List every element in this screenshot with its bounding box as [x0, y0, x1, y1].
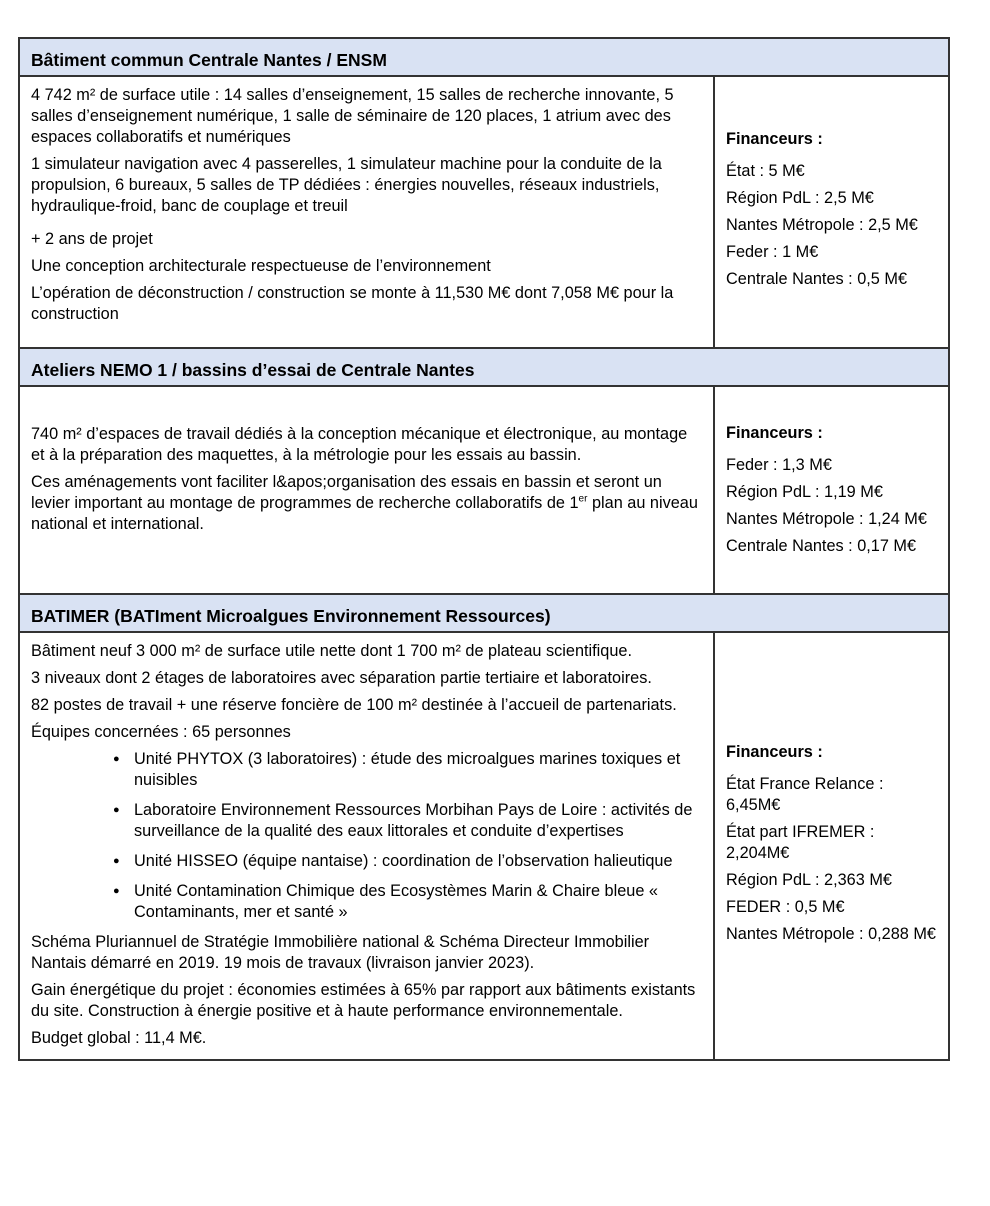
funders-title: Financeurs : — [726, 424, 823, 442]
list-item: ● Unité HISSEO (équipe nantaise) : coordination de l’observation halieutique — [134, 851, 703, 872]
section-body — [19, 76, 949, 348]
funder-item: État : 5 M€ — [726, 161, 805, 180]
description-paragraph: L’opération de déconstruction / construction se monte à 11,530 M€ dont 7,058 M€ pour la construction — [31, 284, 674, 323]
section-body — [19, 632, 949, 1060]
funder-item: Région PdL : 1,19 M€ — [726, 483, 883, 501]
description-paragraph: Une conception architecturale respectueuse de l’environnement — [31, 257, 491, 275]
description-paragraph: 1 simulateur navigation avec 4 passerelles, 1 simulateur machine pour la conduite de la propulsion, 6 bureaux, 5 salles de TP dédiées : énergies nouvelles, réseaux industriels, hydraulique-froid, banc de couplage et treuil — [31, 155, 662, 215]
description-paragraph: 4 742 m² de surface utile : 14 salles d’enseignement, 15 salles de recherche innovante, 5 salles d’enseignement numérique, 1 salle de séminaire de 120 places, 1 atrium avec des espaces collaboratifs et numériques — [31, 86, 674, 146]
funders-title: Financeurs : — [726, 742, 823, 761]
funder-item: Région PdL : 2,5 M€ — [726, 188, 874, 207]
section-title: Bâtiment commun Centrale Nantes / ENSM — [19, 38, 949, 76]
list-item: ● Unité PHYTOX (3 laboratoires) : étude des microalgues marines toxiques et nuisibles — [134, 749, 703, 791]
teams-list — [31, 749, 703, 923]
description-cell — [19, 632, 714, 1060]
funder-item: Région PdL : 2,363 M€ — [726, 870, 892, 889]
description-paragraph: Ces aménagements vont faciliter l&apos;organisation des essais en bassin et seront un levier important au montage de programmes de recherche collaboratifs de 1er plan au niveau national et international. — [31, 472, 698, 533]
funders-cell — [714, 632, 949, 1060]
funders-title: Financeurs : — [726, 129, 823, 148]
section-header — [19, 348, 949, 386]
funders-cell — [714, 76, 949, 348]
description-paragraph: + 2 ans de projet — [31, 230, 153, 248]
funder-item: Nantes Métropole : 2,5 M€ — [726, 215, 918, 234]
description-paragraph: 740 m² d’espaces de travail dédiés à la conception mécanique et électronique, au montage et à la préparation des maquettes, à la métrologie pour les essais au bassin. — [31, 424, 688, 464]
description-paragraph: 3 niveaux dont 2 étages de laboratoires avec séparation partie tertiaire et laboratoires. — [31, 669, 652, 687]
funder-item: FEDER : 0,5 M€ — [726, 897, 845, 916]
funder-item: Nantes Métropole : 1,24 M€ — [726, 510, 927, 528]
section-header — [19, 38, 949, 76]
section-title: Ateliers NEMO 1 / bassins d’essai de Centrale Nantes — [19, 348, 949, 386]
funder-item: Centrale Nantes : 0,17 M€ — [726, 537, 917, 555]
list-item: ● Unité Contamination Chimique des Ecosystèmes Marin & Chaire bleue « Contaminants, mer et santé » — [134, 881, 703, 923]
description-paragraph: Gain énergétique du projet : économies estimées à 65% par rapport aux bâtiments existants du site. Construction à énergie positive et à haute performance environnementale. — [31, 981, 696, 1020]
description-paragraph: Budget global : 11,4 M€. — [31, 1029, 207, 1047]
funder-item: Nantes Métropole : 0,288 M€ — [726, 924, 936, 943]
description-paragraph: Bâtiment neuf 3 000 m² de surface utile nette dont 1 700 m² de plateau scientifique. — [31, 642, 632, 660]
funder-item: Feder : 1,3 M€ — [726, 456, 832, 474]
section-body — [19, 386, 949, 594]
description-cell — [19, 386, 714, 594]
projects-table — [18, 37, 950, 1061]
funders-cell — [714, 386, 949, 594]
section-header — [19, 594, 949, 632]
description-paragraph: Schéma Pluriannuel de Stratégie Immobilière national & Schéma Directeur Immobilier Nantais démarré en 2019. 19 mois de travaux (livraison janvier 2023). — [31, 933, 650, 972]
description-cell — [19, 76, 714, 348]
description-paragraph: 82 postes de travail + une réserve foncière de 100 m² destinée à l’accueil de partenariats. — [31, 696, 677, 714]
funder-item: État France Relance : 6,45M€ — [726, 774, 884, 814]
funder-item: Centrale Nantes : 0,5 M€ — [726, 269, 907, 288]
description-paragraph: Équipes concernées : 65 personnes — [31, 723, 291, 741]
ordinal-superscript: er — [578, 493, 588, 505]
list-item: ● Laboratoire Environnement Ressources Morbihan Pays de Loire : activités de surveillance de la qualité des eaux littorales et conduite d’expertises — [134, 800, 703, 842]
funder-item: Feder : 1 M€ — [726, 242, 819, 261]
funder-item: État part IFREMER : 2,204M€ — [726, 822, 875, 862]
section-title: BATIMER (BATIment Microalgues Environnement Ressources) — [19, 594, 949, 632]
